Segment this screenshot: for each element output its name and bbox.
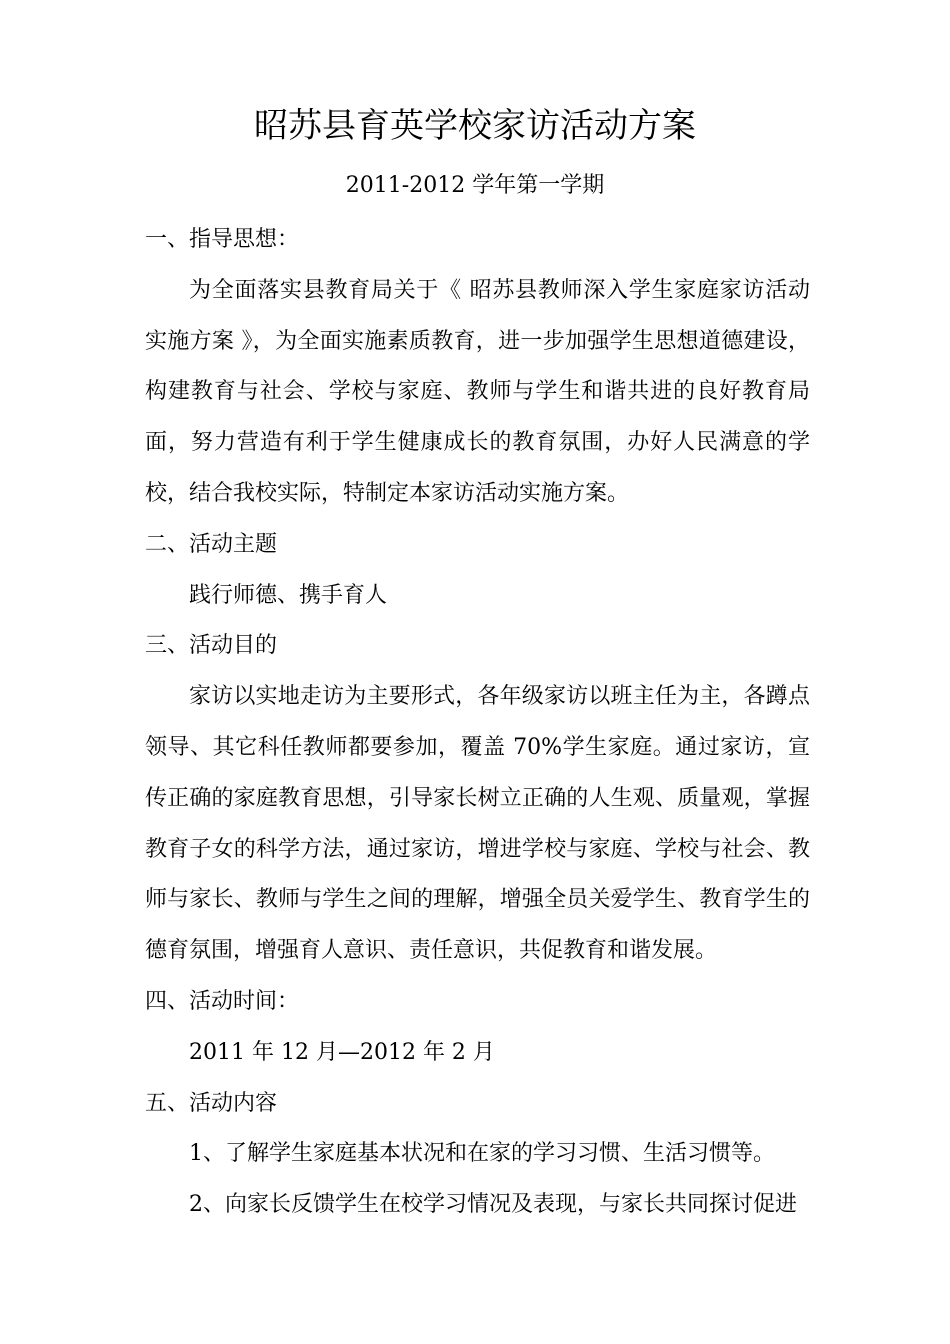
document-subtitle: 2011-2012 学年第一学期	[345, 173, 605, 198]
section-paragraph-guiding-ideology: 为全面落实县教育局关于《 昭苏县教师深入学生家庭家访活动实施方案 》，为全面实施素质教育，进一步加强学生思想道德建设，构建教育与社会、学校与家庭、教师与学生和谐共进的良好教育局面，努力营造有利于学生健康成长的教育氛围，办好人民满意的学校，结合我校实际，特制定本家访活动实施方案。	[145, 277, 810, 506]
activity-time-text: 2011 年 12 月—2012 年 2 月	[189, 1039, 495, 1065]
section-heading-guiding-ideology: 一、指导思想：	[145, 227, 300, 252]
activity-content-item: 2、向家长反馈学生在校学习情况及表现，与家长共同探讨促进	[189, 1192, 797, 1218]
section-heading-activity-content: 五、活动内容	[145, 1090, 278, 1116]
section-heading-activity-time: 四、活动时间：	[145, 988, 300, 1014]
activity-theme-text: 践行师德、携手育人	[189, 582, 388, 608]
section-paragraph-activity-purpose: 家访以实地走访为主要形式，各年级家访以班主任为主，各蹲点领导、其它科任教师都要参加，覆盖 70%学生家庭。通过家访，宣传正确的家庭教育思想，引导家长树立正确的人生观、质量观，掌握教育子女的科学方法，通过家访，增进学校与家庭、学校与社会、教师与家长、教师与学生之间的理解，增强全员关爱学生、教育学生的德育氛围，增强育人意识、责任意识，共促教育和谐发展。	[145, 684, 810, 964]
activity-content-item: 1、了解学生家庭基本状况和在家的学习习惯、生活习惯等。	[189, 1141, 775, 1167]
document-title: 昭苏县育英学校家访活动方案	[254, 106, 696, 146]
section-heading-activity-theme: 二、活动主题	[145, 531, 278, 557]
section-heading-activity-purpose: 三、活动目的	[145, 633, 278, 659]
document-body	[145, 215, 810, 1231]
